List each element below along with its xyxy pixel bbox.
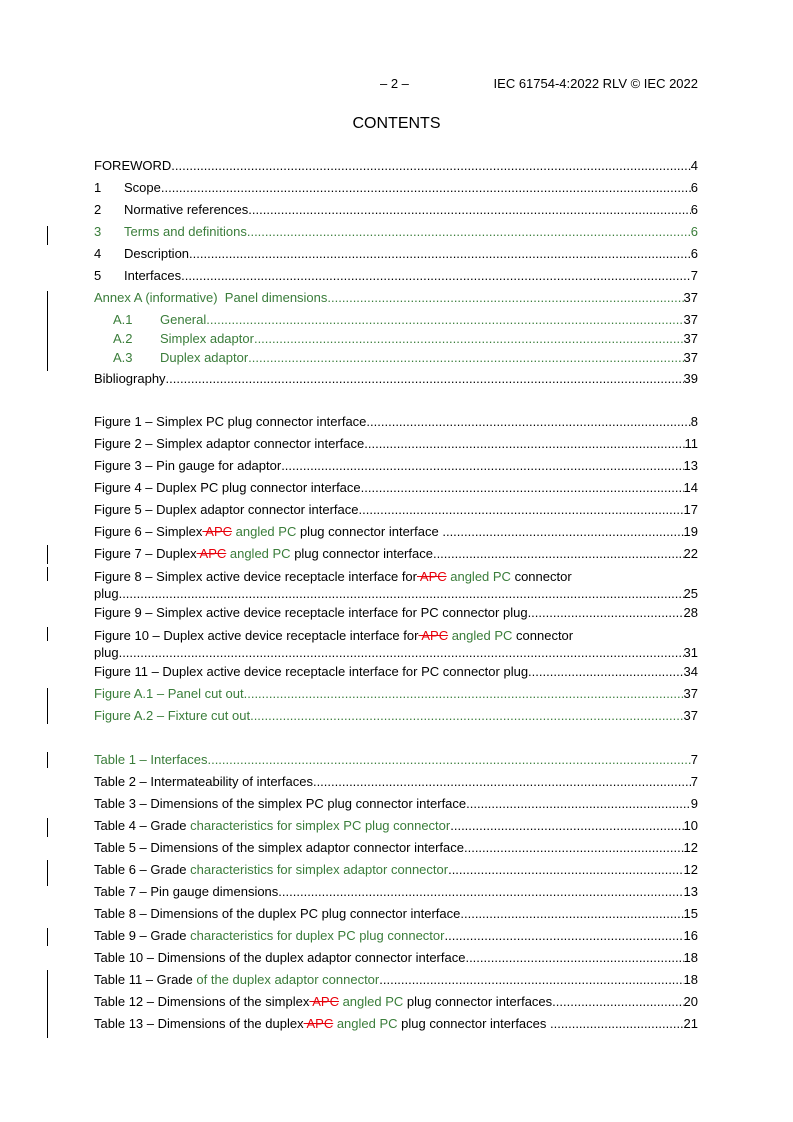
toc-entry-scope[interactable] <box>94 180 698 196</box>
change-bar <box>47 226 48 245</box>
figure-entry-3[interactable] <box>94 458 698 474</box>
toc-page: 13 <box>683 458 698 473</box>
toc-label-continued: plug <box>94 645 119 660</box>
deleted-text: APC <box>202 524 233 539</box>
dot-leader <box>552 994 683 1010</box>
inserted-text: angled PC <box>232 524 297 539</box>
toc-page: 15 <box>683 906 698 921</box>
change-bar <box>47 970 48 1038</box>
figure-entry-10[interactable] <box>94 628 698 661</box>
dot-leader <box>244 686 684 702</box>
figure-entry-7[interactable] <box>94 546 698 562</box>
toc-page: 7 <box>690 752 698 767</box>
change-bar <box>47 627 48 641</box>
dot-leader <box>366 414 690 430</box>
table-entry-5[interactable] <box>94 840 698 856</box>
toc-page: 12 <box>683 840 698 855</box>
toc-label: Table 5 – Dimensions of the simplex adaptor connector interface <box>94 840 464 855</box>
toc-page: 7 <box>690 774 698 789</box>
toc-page: 9 <box>690 796 698 811</box>
toc-label: Figure 10 – Duplex active device receptacle interface for <box>94 628 419 643</box>
toc-label: Table 2 – Intermateability of interfaces <box>94 774 313 789</box>
dot-leader <box>207 752 690 768</box>
dot-leader <box>550 1016 684 1032</box>
toc-label: Table 13 – Dimensions of the duplex <box>94 1016 304 1031</box>
table-entry-3[interactable] <box>94 796 698 812</box>
toc-label: Table 6 – Grade <box>94 862 191 877</box>
toc-page: 6 <box>690 224 698 239</box>
figure-entry-a1[interactable] <box>94 686 698 702</box>
toc-page: 12 <box>683 862 698 877</box>
toc-label: Table 4 – Grade <box>94 818 191 833</box>
deleted-text: APC <box>417 569 447 584</box>
change-bar <box>47 545 48 564</box>
toc-label: Table 11 – Grade <box>94 972 197 987</box>
toc-page: 37 <box>683 686 698 701</box>
change-bar <box>47 291 48 371</box>
figure-entry-4[interactable] <box>94 480 698 496</box>
dot-leader <box>281 458 683 474</box>
dot-leader <box>528 664 683 680</box>
dot-leader <box>119 586 684 602</box>
page-number: – 2 – <box>380 76 409 91</box>
dot-leader <box>450 818 683 834</box>
toc-entry-terms[interactable] <box>94 224 698 240</box>
dot-leader <box>327 290 683 306</box>
toc-label: Interfaces <box>124 268 182 283</box>
inserted-text: characteristics for simplex adaptor connector <box>190 862 449 877</box>
toc-page: 4 <box>690 158 698 173</box>
dot-leader <box>247 224 691 240</box>
change-bar <box>47 688 48 724</box>
table-entry-4[interactable] <box>94 818 698 834</box>
toc-label-continued: plug <box>94 586 119 601</box>
dot-leader <box>433 546 684 562</box>
toc-entry-description[interactable] <box>94 246 698 262</box>
toc-page: 34 <box>683 664 698 679</box>
clause-number: A.3 <box>113 350 133 365</box>
figure-entry-9[interactable] <box>94 605 698 621</box>
dot-leader <box>171 158 690 174</box>
dot-leader <box>364 436 684 452</box>
figure-entry-11[interactable] <box>94 664 698 680</box>
toc-label: Figure 6 – Simplex <box>94 524 203 539</box>
figure-entry-5[interactable] <box>94 502 698 518</box>
deleted-text: APC <box>303 1016 334 1031</box>
toc-label: Figure 2 – Simplex adaptor connector interface <box>94 436 365 451</box>
inserted-text: characteristics for duplex PC plug connector <box>190 928 445 943</box>
toc-page: 8 <box>690 414 698 429</box>
dot-leader <box>119 645 684 661</box>
dot-leader <box>161 180 691 196</box>
change-bar <box>47 567 48 581</box>
dot-leader <box>248 202 690 218</box>
table-entry-2[interactable] <box>94 774 698 790</box>
table-entry-6[interactable] <box>94 862 698 878</box>
toc-page: 21 <box>683 1016 698 1031</box>
dot-leader <box>464 840 684 856</box>
dot-leader <box>181 268 691 284</box>
toc-page: 6 <box>690 202 698 217</box>
deleted-text: APC <box>196 546 227 561</box>
clause-number: 2 <box>94 202 102 217</box>
clause-number: 3 <box>94 224 102 239</box>
inserted-text: characteristics for simplex PC plug connector <box>190 818 451 833</box>
dot-leader <box>379 972 683 988</box>
toc-page: 6 <box>690 180 698 195</box>
deleted-text: APC <box>418 628 449 643</box>
change-bar <box>47 928 48 946</box>
table-entry-8[interactable] <box>94 906 698 922</box>
toc-page: 10 <box>683 818 698 833</box>
toc-label: Figure 7 – Duplex <box>94 546 197 561</box>
clause-number: A.1 <box>113 312 133 327</box>
toc-label: Figure 4 – Duplex PC plug connector interface <box>94 480 361 495</box>
page-title: CONTENTS <box>352 115 441 132</box>
toc-page: 18 <box>683 950 698 965</box>
toc-label: plug connector interface <box>296 524 439 539</box>
dot-leader <box>313 774 691 790</box>
toc-label: plug connector interface <box>290 546 433 561</box>
toc-page: 14 <box>683 480 698 495</box>
clause-number: A.2 <box>113 331 133 346</box>
toc-label: Simplex adaptor <box>160 331 254 346</box>
dot-leader <box>442 524 683 540</box>
toc-label: Figure 8 – Simplex active device receptacle interface for <box>94 569 417 584</box>
figure-entry-1[interactable] <box>94 414 698 430</box>
deleted-text: APC <box>309 994 339 1009</box>
toc-entry-annex-a[interactable] <box>94 290 698 306</box>
toc-entry-interfaces[interactable] <box>94 268 698 284</box>
dot-leader <box>466 796 691 812</box>
toc-label: Figure 11 – Duplex active device receptacle interface for PC connector plug <box>94 664 529 679</box>
figure-entry-6[interactable] <box>94 524 698 540</box>
toc-label: Figure A.2 – Fixture cut out <box>94 708 251 723</box>
toc-label: Table 10 – Dimensions of the duplex adaptor connector interface <box>94 950 466 965</box>
change-bar <box>47 818 48 837</box>
dot-leader <box>465 950 683 966</box>
toc-label: plug connector interfaces <box>403 994 553 1009</box>
table-entry-7[interactable] <box>94 884 698 900</box>
change-bar <box>47 752 48 768</box>
figure-entry-8[interactable] <box>94 569 698 602</box>
table-entry-13[interactable] <box>94 1016 698 1032</box>
toc-label: Table 1 – Interfaces <box>94 752 208 767</box>
toc-page: 7 <box>690 268 698 283</box>
toc-label: connector <box>512 628 574 643</box>
figure-entry-2[interactable] <box>94 436 698 452</box>
toc-label: Table 9 – Grade <box>94 928 191 943</box>
toc-label: plug connector interfaces <box>397 1016 547 1031</box>
toc-entry-a1[interactable] <box>113 312 698 328</box>
table-entry-12[interactable] <box>94 994 698 1010</box>
dot-leader <box>359 502 684 518</box>
clause-number: 1 <box>94 180 102 195</box>
toc-label: Figure 3 – Pin gauge for adaptor <box>94 458 282 473</box>
toc-label: Scope <box>124 180 161 195</box>
dot-leader <box>189 246 691 262</box>
table-entry-1[interactable] <box>94 752 698 768</box>
inserted-text: angled PC <box>338 994 404 1009</box>
inserted-text: angled PC <box>333 1016 398 1031</box>
change-bar <box>47 860 48 886</box>
toc-page: 37 <box>683 350 698 365</box>
toc-page: 37 <box>683 312 698 327</box>
dot-leader <box>166 371 684 387</box>
toc-label: Table 8 – Dimensions of the duplex PC plug connector interface <box>94 906 461 921</box>
toc-page: 31 <box>683 645 698 660</box>
dot-leader <box>460 906 683 922</box>
standard-reference: IEC 61754-4:2022 RLV © IEC 2022 <box>493 76 698 91</box>
toc-label: Table 7 – Pin gauge dimensions <box>94 884 279 899</box>
toc-entry-normative-references[interactable] <box>94 202 698 218</box>
dot-leader <box>444 928 683 944</box>
table-entry-9[interactable] <box>94 928 698 944</box>
toc-page: 20 <box>683 994 698 1009</box>
toc-page: 39 <box>683 371 698 386</box>
clause-number: 4 <box>94 246 102 261</box>
toc-page: 19 <box>683 524 698 539</box>
toc-entry-bibliography[interactable] <box>94 371 698 387</box>
toc-label: Figure A.1 – Panel cut out <box>94 686 244 701</box>
dot-leader <box>206 312 683 328</box>
table-entry-11[interactable] <box>94 972 698 988</box>
toc-page: 17 <box>683 502 698 517</box>
toc-label: Figure 9 – Simplex active device receptacle interface for PC connector plug <box>94 605 528 620</box>
toc-page: 18 <box>683 972 698 987</box>
toc-label: Terms and definitions <box>124 224 247 239</box>
toc-label: connector <box>510 569 572 584</box>
toc-label: Annex A (informative) Panel dimensions <box>94 290 328 305</box>
toc-page: 16 <box>683 928 698 943</box>
toc-page: 6 <box>690 246 698 261</box>
toc-entry-foreword[interactable] <box>94 158 698 174</box>
toc-label: Description <box>124 246 190 261</box>
toc-label: Duplex adaptor <box>160 350 249 365</box>
toc-page: 37 <box>683 331 698 346</box>
dot-leader <box>278 884 683 900</box>
toc-label: Figure 1 – Simplex PC plug connector interface <box>94 414 367 429</box>
toc-label: Table 12 – Dimensions of the simplex <box>94 994 310 1009</box>
toc-page: 25 <box>683 586 698 601</box>
toc-page: 13 <box>683 884 698 899</box>
table-entry-10[interactable] <box>94 950 698 966</box>
toc-label: Normative references <box>124 202 249 217</box>
toc-label: General <box>160 312 207 327</box>
toc-entry-a2[interactable] <box>113 331 698 347</box>
inserted-text: angled PC <box>446 569 511 584</box>
toc-label: Bibliography <box>94 371 166 386</box>
dot-leader <box>250 708 683 724</box>
dot-leader <box>528 605 684 621</box>
toc-label: Figure 5 – Duplex adaptor connector interface <box>94 502 359 517</box>
clause-number: 5 <box>94 268 102 283</box>
dot-leader <box>254 331 684 347</box>
toc-page: 22 <box>683 546 698 561</box>
toc-page: 37 <box>683 708 698 723</box>
inserted-text: of the duplex adaptor connector <box>196 972 380 987</box>
figure-entry-a2[interactable] <box>94 708 698 724</box>
toc-page: 11 <box>684 436 698 451</box>
dot-leader <box>448 862 683 878</box>
inserted-text: angled PC <box>226 546 291 561</box>
toc-page: 37 <box>683 290 698 305</box>
inserted-text: angled PC <box>448 628 513 643</box>
toc-label: FOREWORD <box>94 158 172 173</box>
toc-label: Table 3 – Dimensions of the simplex PC plug connector interface <box>94 796 467 811</box>
dot-leader <box>248 350 683 366</box>
toc-page: 28 <box>683 605 698 620</box>
toc-entry-a3[interactable] <box>113 350 698 366</box>
dot-leader <box>361 480 684 496</box>
